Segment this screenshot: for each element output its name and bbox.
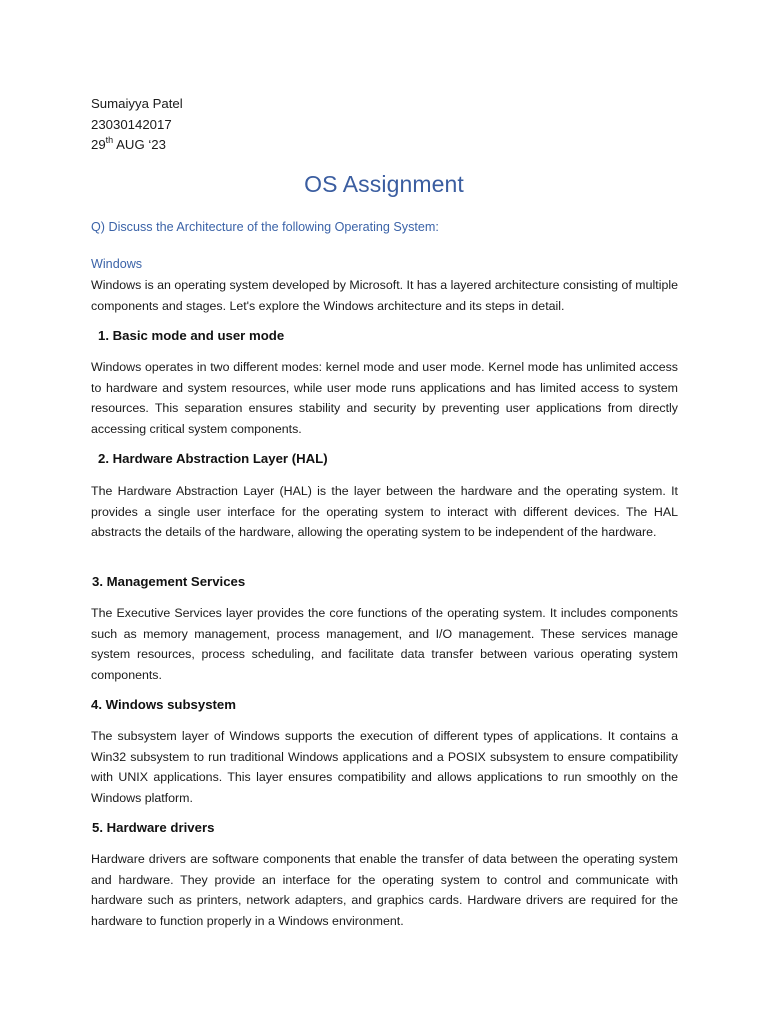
date-day: 29: [91, 137, 106, 152]
intro-paragraph: Windows is an operating system developed by Microsoft. It has a layered architecture consisting of multiple components and stages. Let's explore the Windows architecture and its steps in detail.: [91, 278, 678, 313]
section-paragraph: Hardware drivers are software components that enable the transfer of data between the operating system and hardware. They provide an interface for the operating system to control and communicate with hardware such as printers, network adapters, and graphics cards. Hardware drivers are required for the hardware to function properly in a Windows environment.: [91, 852, 678, 928]
question-text: Q) Discuss the Architecture of the following Operating System:: [91, 220, 439, 234]
section-paragraph: The Executive Services layer provides the core functions of the operating system. It includes components such as memory management, process management, and I/O management. These services manage system resources, process scheduling, and facilitate data transfer between various operating system components.: [91, 606, 678, 682]
section-heading: 2. Hardware Abstraction Layer (HAL): [98, 451, 328, 466]
section-paragraph: The subsystem layer of Windows supports the execution of different types of applications. It contains a Win32 subsystem to run traditional Windows applications and a POSIX subsystem to ensure compatibility with UNIX applications. This layer ensures compatibility and allows applications to run smoothly on the Windows platform.: [91, 729, 678, 805]
section-heading: 3. Management Services: [92, 574, 246, 589]
document-title: OS Assignment: [304, 171, 464, 197]
section-label-windows: Windows: [91, 257, 143, 271]
date-suffix: th: [105, 134, 114, 145]
section-heading: 4. Windows subsystem: [91, 697, 236, 712]
section-paragraph: The Hardware Abstraction Layer (HAL) is the layer between the hardware and the operating system. It provides a single user interface for the operating system to interact with different devices. The HAL abstracts the details of the hardware, allowing the operating system to be independent of the hardware.: [91, 484, 678, 539]
student-id: 23030142017: [91, 116, 172, 132]
section-heading: 1. Basic mode and user mode: [98, 328, 285, 343]
section-heading: 5. Hardware drivers: [92, 820, 215, 835]
author-name: Sumaiyya Patel: [91, 96, 183, 111]
author-block: [91, 94, 183, 156]
section-paragraph: Windows operates in two different modes: kernel mode and user mode. Kernel mode has unlimited access to hardware and system resources, while user mode runs applications and has limited access to system resources. This separation ensures stability and security by preventing user applications from directly accessing critical system components.: [91, 360, 678, 436]
date: [91, 135, 183, 156]
date-rest: AUG ‘23: [113, 137, 166, 152]
